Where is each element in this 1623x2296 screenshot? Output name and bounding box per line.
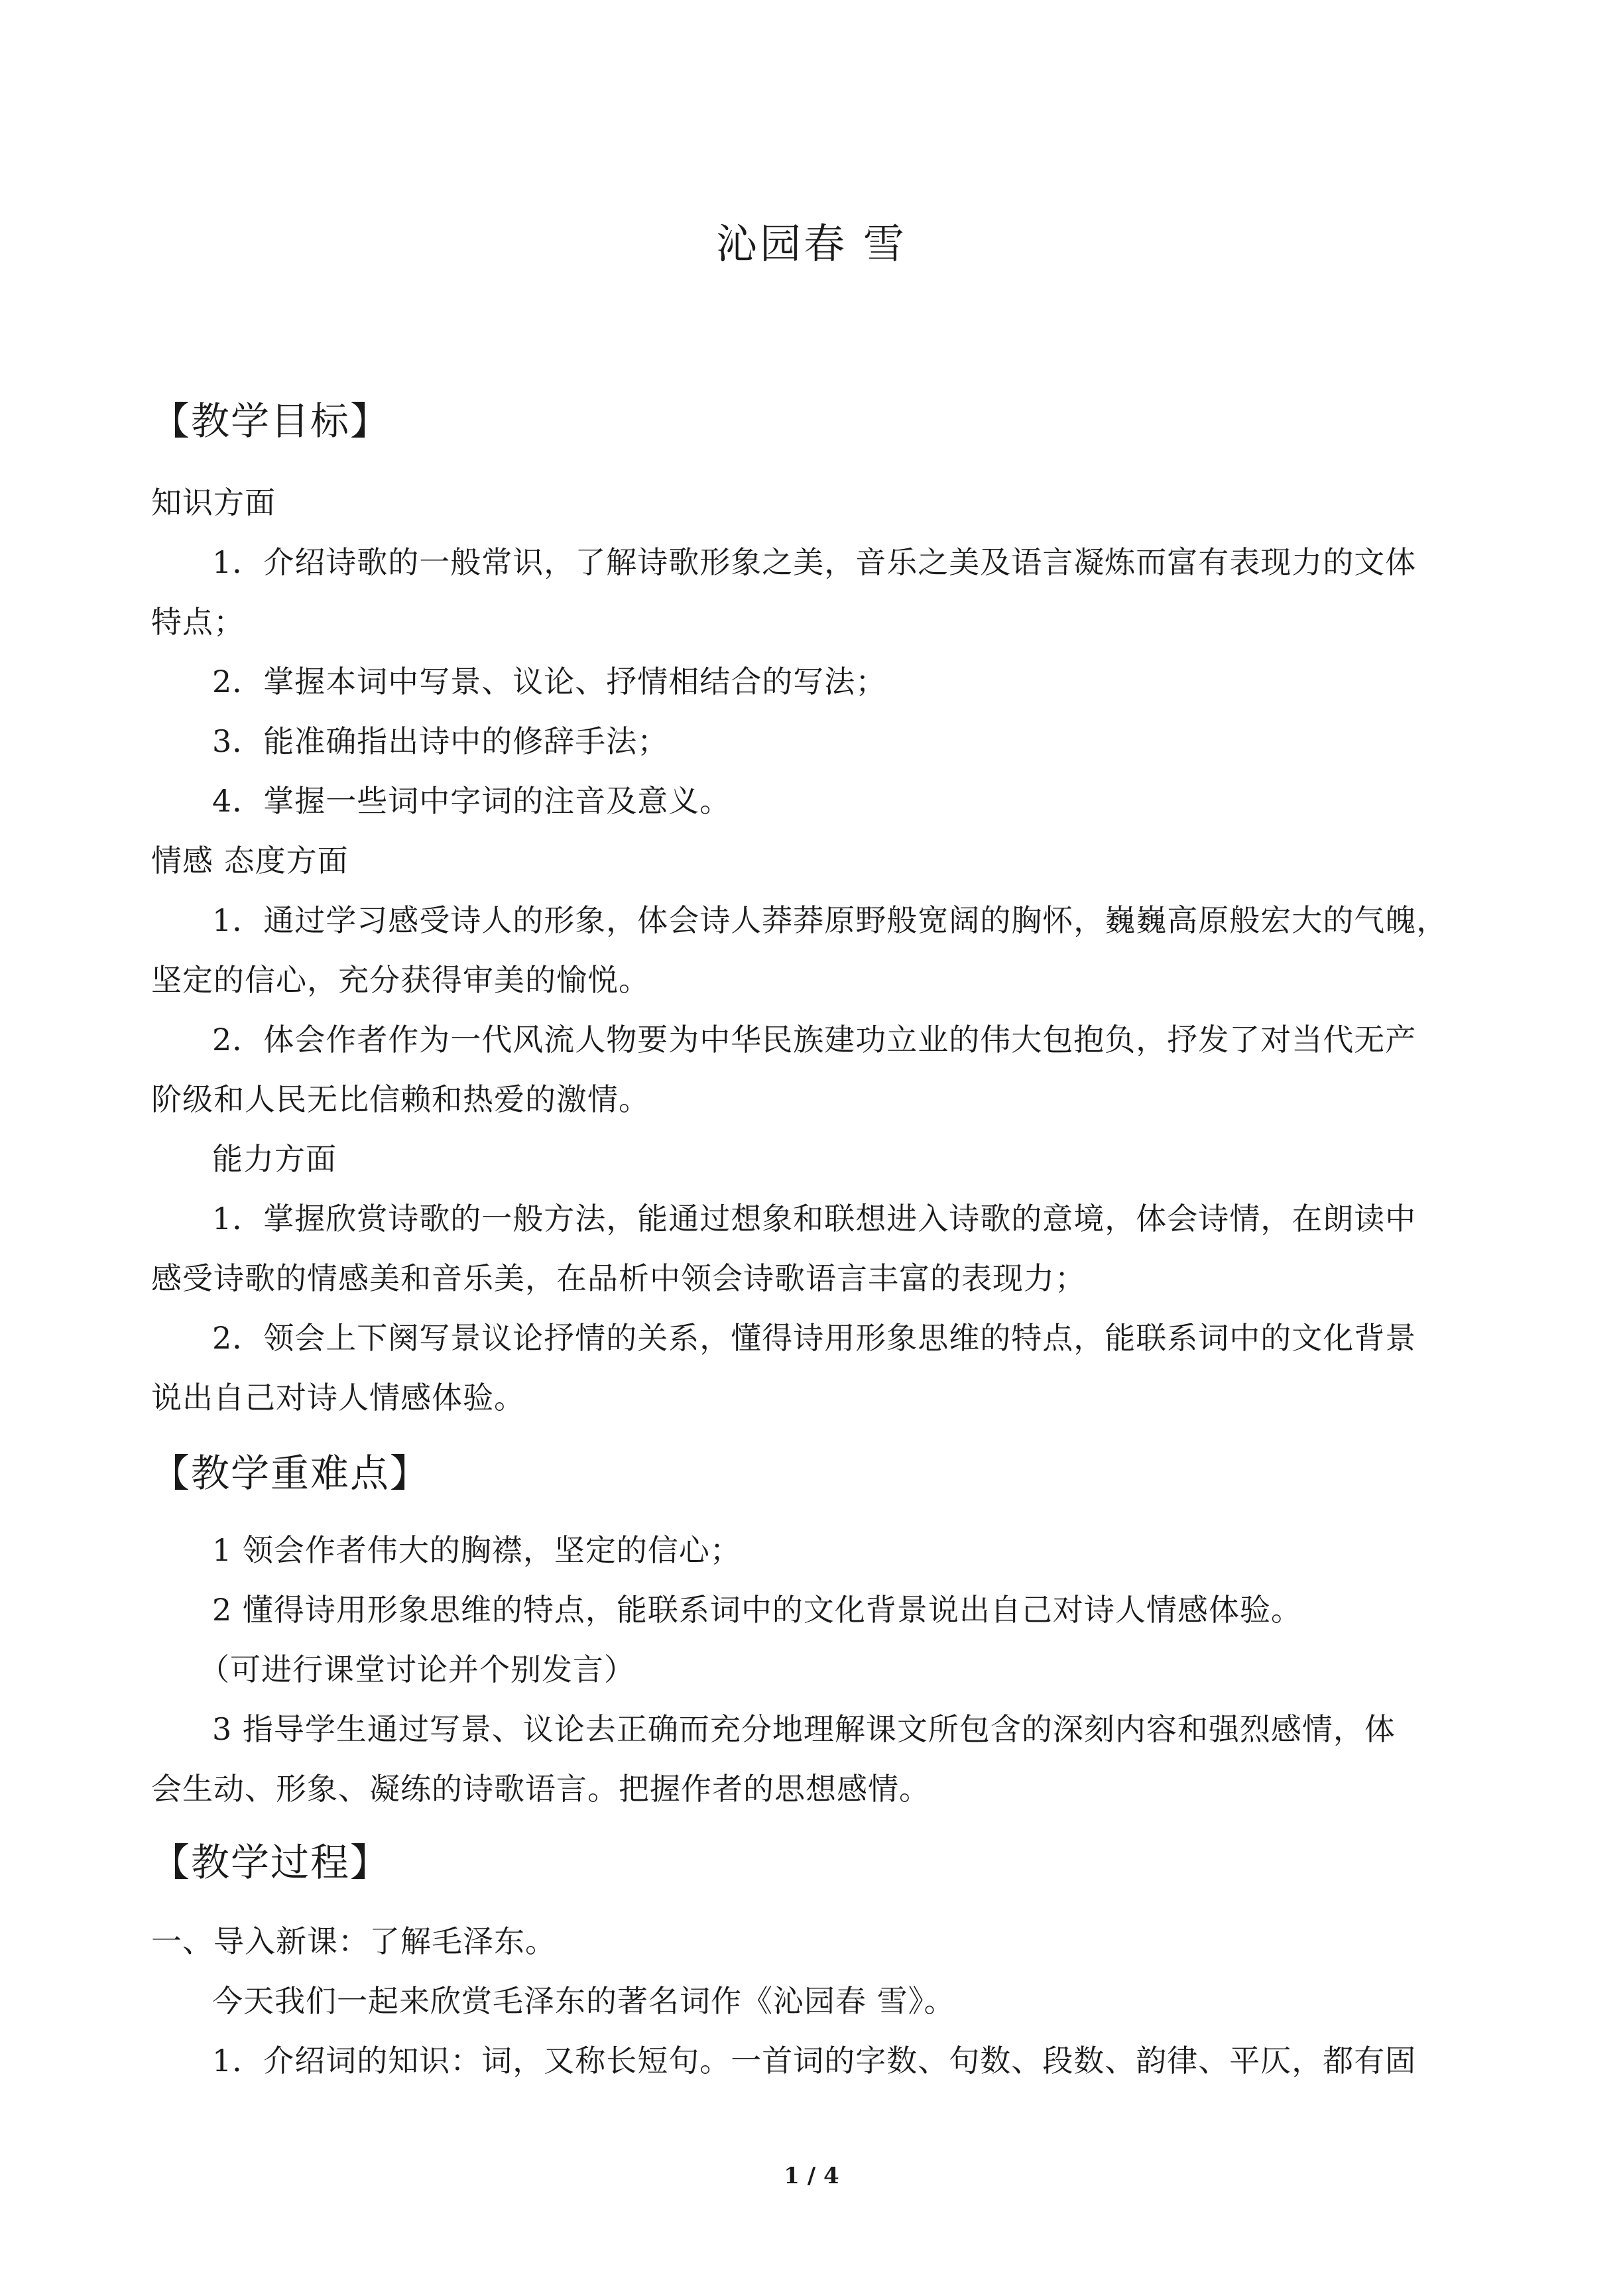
keypoints-heading: 【教学重难点】: [151, 1451, 430, 1496]
knowledge-heading: 知识方面: [151, 485, 276, 520]
process-heading: 【教学过程】: [151, 1840, 391, 1885]
emotion-item-1-line-1: 1．通过学习感受诗人的形象，体会诗人莽莽原野般宽阔的胸怀，巍巍高原般宏大的气魄，: [212, 902, 1448, 938]
emotion-item-2-line-1: 2．体会作者作为一代风流人物要为中华民族建功立业的伟大包抱负，抒发了对当代无产: [212, 1022, 1417, 1057]
knowledge-item-2: 2．掌握本词中写景、议论、抒情相结合的写法；: [212, 664, 887, 699]
knowledge-item-3: 3．能准确指出诗中的修辞手法；: [212, 723, 669, 759]
process-intro: 今天我们一起来欣赏毛泽东的著名词作《沁园春 雪》。: [212, 1983, 955, 2019]
keypoint-item-3-line-2: 会生动、形象、凝练的诗歌语言。把握作者的思想感情。: [151, 1771, 930, 1807]
knowledge-item-1-line-2: 特点；: [151, 604, 245, 640]
page-title: 沁园春 雪: [716, 219, 907, 268]
keypoint-item-2: 2 懂得诗用形象思维的特点，能联系词中的文化背景说出自己对诗人情感体验。: [212, 1592, 1302, 1628]
ability-item-2-line-2: 说出自己对诗人情感体验。: [151, 1380, 525, 1416]
objectives-heading: 【教学目标】: [151, 398, 391, 444]
emotion-item-1-line-2: 坚定的信心，充分获得审美的愉悦。: [151, 962, 650, 998]
keypoint-item-3-line-1: 3 指导学生通过写景、议论去正确而充分地理解课文所包含的深刻内容和强烈感情，体: [212, 1711, 1396, 1747]
emotion-heading: 情感 态度方面: [151, 843, 349, 878]
keypoint-item-1: 1 领会作者伟大的胸襟，坚定的信心；: [212, 1532, 741, 1568]
ability-item-1-line-1: 1．掌握欣赏诗歌的一般方法，能通过想象和联想进入诗歌的意境，体会诗情，在朗读中: [212, 1201, 1417, 1237]
process-step-1-heading: 一、导入新课：了解毛泽东。: [151, 1923, 556, 1959]
ability-item-2-line-1: 2．领会上下阕写景议论抒情的关系，懂得诗用形象思维的特点，能联系词中的文化背景: [212, 1320, 1417, 1356]
knowledge-item-4: 4．掌握一些词中字词的注音及意义。: [212, 783, 731, 819]
ability-item-1-line-2: 感受诗歌的情感美和音乐美，在品析中领会诗歌语言丰富的表现力；: [151, 1260, 1086, 1296]
page-number: 1 / 4: [784, 2163, 839, 2189]
ability-heading: 能力方面: [212, 1141, 337, 1177]
knowledge-item-1-line-1: 1．介绍诗歌的一般常识，了解诗歌形象之美，音乐之美及语言凝炼而富有表现力的文体: [212, 544, 1417, 580]
keypoint-note: （可进行课堂讨论并个别发言）: [199, 1652, 635, 1687]
process-item-1: 1．介绍词的知识：词，又称长短句。一首词的字数、句数、段数、韵律、平仄，都有固: [212, 2043, 1417, 2079]
emotion-item-2-line-2: 阶级和人民无比信赖和热爱的激情。: [151, 1081, 650, 1117]
